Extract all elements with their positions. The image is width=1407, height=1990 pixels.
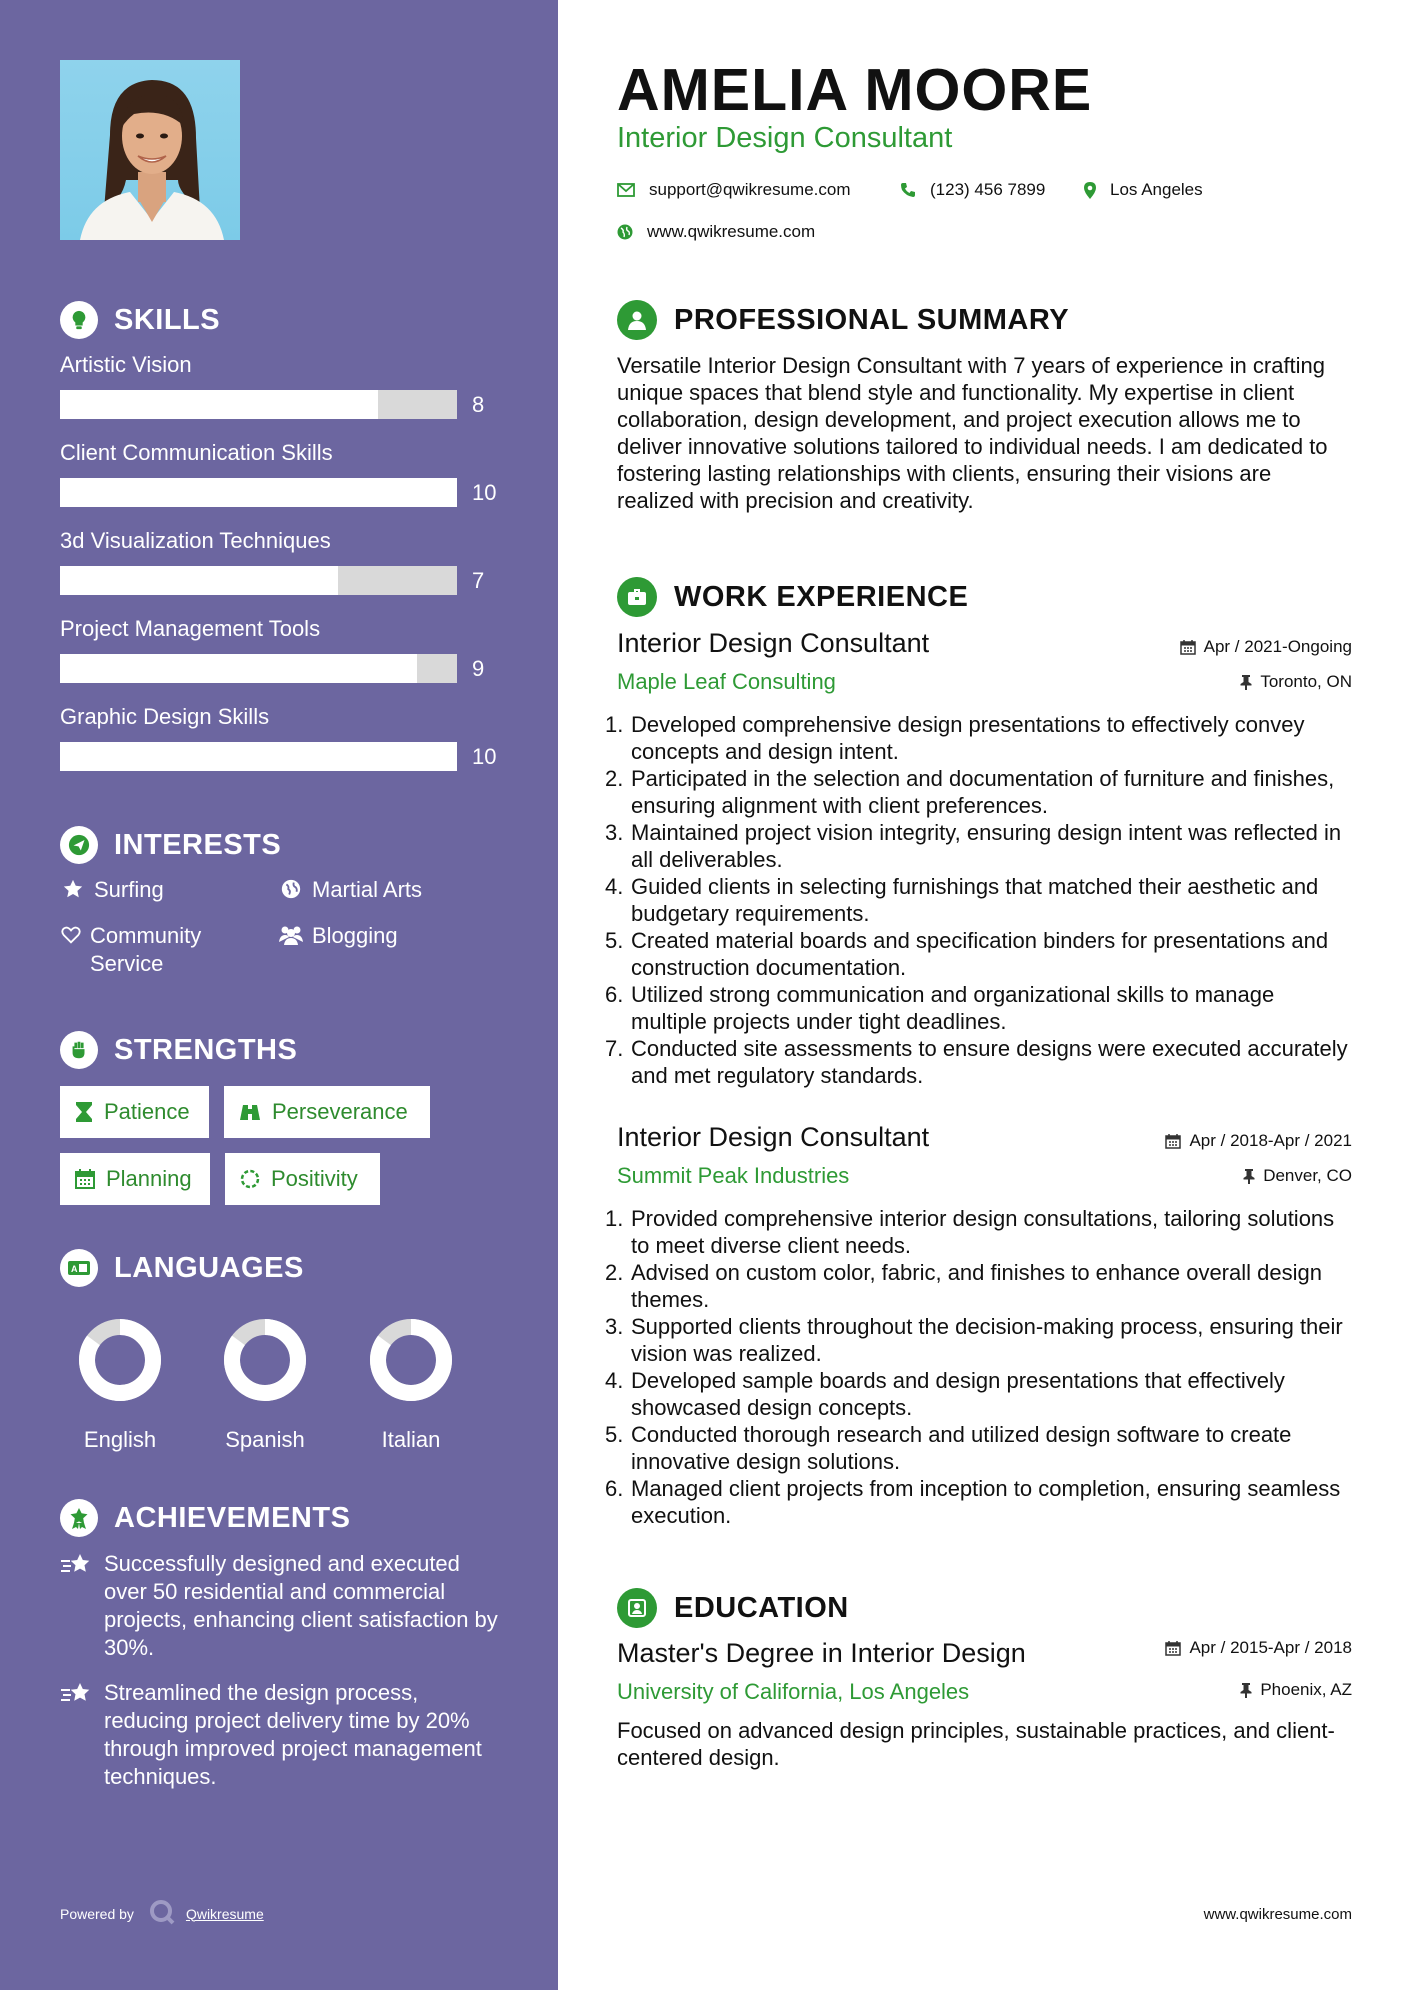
globe-icon	[617, 224, 633, 240]
interest-label: Martial Arts	[312, 877, 423, 902]
duty-number: 3.	[605, 820, 624, 845]
binoculars-icon	[238, 1102, 262, 1122]
duty-item	[605, 873, 1350, 927]
strength-badge	[60, 1153, 210, 1205]
skills-title: SKILLS	[114, 303, 221, 336]
skill-bar-fill	[60, 742, 457, 771]
skill-value: 8	[472, 392, 485, 417]
duty-item	[605, 711, 1350, 765]
job-title: Interior Design Consultant	[617, 1122, 930, 1152]
job-duties-list	[605, 711, 1350, 1089]
interest-label: Surfing	[94, 877, 164, 902]
main-content	[605, 0, 1352, 1990]
language-item	[60, 1315, 180, 1453]
languages-title: LANGUAGES	[114, 1251, 304, 1284]
education-location-text: Phoenix, AZ	[1260, 1680, 1352, 1699]
graduation-icon	[617, 1588, 657, 1628]
skill-bar	[60, 478, 457, 507]
calendar-icon	[1165, 1133, 1181, 1149]
contact-phone[interactable]	[900, 180, 1045, 200]
pin-icon	[1243, 1168, 1255, 1184]
duty-text: Created material boards and specification binders for presentations and construction documentation.	[631, 928, 1329, 980]
achievements-heading	[60, 1498, 350, 1538]
duty-item	[605, 1205, 1350, 1259]
duty-text: Supported clients throughout the decision-making process, ensuring their vision was realized.	[631, 1314, 1343, 1366]
interest-item	[60, 922, 240, 978]
interest-item	[278, 922, 398, 950]
duty-number: 1.	[605, 1206, 624, 1231]
duty-number: 2.	[605, 766, 624, 791]
strength-badge	[225, 1153, 380, 1205]
skill-value: 10	[472, 480, 497, 505]
envelope-icon	[617, 183, 635, 197]
achievement-item	[60, 1679, 500, 1791]
svg-text:A: A	[71, 1264, 78, 1274]
powered-by	[60, 1898, 264, 1929]
location-text: Los Angeles	[1110, 180, 1203, 199]
summary-heading	[617, 300, 1069, 340]
duty-number: 1.	[605, 712, 624, 737]
duty-text: Maintained project vision integrity, ensuring design intent was reflected in all deliverables.	[631, 820, 1342, 872]
duty-number: 2.	[605, 1260, 624, 1285]
duty-item	[605, 1313, 1350, 1367]
star-icon	[60, 876, 86, 900]
interest-item	[278, 876, 422, 904]
education-dates-text: Apr / 2015-Apr / 2018	[1189, 1638, 1352, 1657]
duty-number: 6.	[605, 1476, 624, 1501]
summary-text: Versatile Interior Design Consultant with 7 years of experience in crafting unique spaces that blend style and functionality. My expertise in client collaboration, design development, and project execution allows me to deliver innovative solutions tailored to individual needs. I am dedicated to fostering lasting relationships with clients, ensuring their visions are realized with precision and creativity.	[617, 353, 1328, 513]
users-icon	[278, 922, 304, 946]
skill-name: Client Communication Skills	[60, 440, 333, 465]
email-text: support@qwikresume.com	[649, 180, 851, 199]
job-company: Summit Peak Industries	[617, 1163, 850, 1188]
interest-label: Community Service	[90, 923, 202, 976]
skill-bar	[60, 566, 457, 595]
duty-item	[605, 819, 1350, 873]
strength-label: Perseverance	[272, 1099, 408, 1124]
qwikresume-logo-icon	[148, 1898, 176, 1929]
heart-icon	[60, 922, 82, 946]
skills-heading	[60, 300, 220, 340]
strength-label: Planning	[106, 1166, 192, 1191]
skill-item	[60, 350, 500, 417]
sidebar	[0, 0, 558, 1990]
job-location	[1240, 672, 1352, 692]
duty-item	[605, 1035, 1350, 1089]
skill-value: 7	[472, 568, 485, 593]
job-location	[1243, 1166, 1352, 1186]
contact-website[interactable]	[617, 222, 815, 242]
experience-heading	[617, 577, 968, 617]
achievements-title: ACHIEVEMENTS	[114, 1501, 351, 1534]
globe-icon	[278, 876, 304, 900]
contact-email[interactable]	[617, 180, 851, 200]
paper-plane-icon	[60, 826, 98, 864]
duty-text: Developed comprehensive design presentations to effectively convey concepts and design intent.	[631, 712, 1305, 764]
duty-item	[605, 1475, 1350, 1529]
briefcase-icon	[617, 577, 657, 617]
language-name: English	[83, 1427, 157, 1452]
duty-item	[605, 1421, 1350, 1475]
skill-value: 9	[472, 656, 485, 681]
education-dates	[1165, 1638, 1352, 1658]
duty-number: 7.	[605, 1036, 624, 1061]
fist-icon	[60, 1031, 98, 1069]
skill-name: 3d Visualization Techniques	[60, 528, 331, 553]
calendar-icon	[74, 1168, 96, 1190]
interest-item	[60, 876, 164, 904]
strengths-heading	[60, 1030, 297, 1070]
qwikresume-link[interactable]: Qwikresume	[185, 1905, 264, 1922]
achievement-text: Successfully designed and executed over 50 residential and commercial projects, enhancing client satisfaction by 30%.	[104, 1551, 498, 1660]
duty-item	[605, 1367, 1350, 1421]
skill-bar-fill	[60, 478, 457, 507]
strength-badge	[60, 1086, 209, 1138]
user-icon	[617, 300, 657, 340]
strength-badge	[224, 1086, 430, 1138]
duty-item	[605, 765, 1350, 819]
candidate-name: AMELIA MOORE	[617, 57, 1093, 123]
language-ring	[366, 1315, 456, 1405]
award-icon	[60, 1499, 98, 1537]
pin-icon	[1240, 1682, 1252, 1698]
education-description: Focused on advanced design principles, sustainable practices, and client-centered design.	[617, 1718, 1335, 1770]
skill-item	[60, 438, 500, 505]
skill-bar	[60, 742, 457, 771]
skill-value: 10	[472, 744, 497, 769]
job-company: Maple Leaf Consulting	[617, 669, 836, 694]
duty-text: Developed sample boards and design presentations that effectively showcased design concepts.	[631, 1368, 1285, 1420]
interests-title: INTERESTS	[114, 828, 282, 861]
duty-number: 3.	[605, 1314, 624, 1339]
duty-text: Guided clients in selecting furnishings that matched their aesthetic and budgetary requirements.	[631, 874, 1319, 926]
language-icon	[60, 1249, 98, 1287]
duty-number: 6.	[605, 982, 624, 1007]
skill-item	[60, 614, 500, 681]
language-name: Spanish	[225, 1427, 305, 1452]
strengths-title: STRENGTHS	[114, 1033, 298, 1066]
lightbulb-icon	[60, 301, 98, 339]
profile-photo	[60, 60, 240, 240]
job-dates	[1180, 637, 1352, 657]
candidate-role: Interior Design Consultant	[617, 122, 953, 154]
language-ring	[220, 1315, 310, 1405]
achievement-item	[60, 1550, 500, 1662]
skill-item	[60, 702, 500, 769]
language-name: Italian	[381, 1427, 441, 1452]
website-text: www.qwikresume.com	[647, 222, 816, 241]
duty-item	[605, 981, 1350, 1035]
circle-notch-icon	[239, 1168, 261, 1190]
duty-text: Advised on custom color, fabric, and finishes to enhance overall design themes.	[631, 1260, 1322, 1312]
shooting-star-icon	[60, 1550, 92, 1662]
duty-number: 5.	[605, 1422, 624, 1447]
education-heading	[617, 1588, 849, 1628]
footer-website[interactable]: www.qwikresume.com	[1203, 1906, 1352, 1923]
language-ring	[75, 1315, 165, 1405]
education-location	[1240, 1680, 1352, 1700]
phone-icon	[900, 182, 916, 198]
language-item	[205, 1315, 325, 1453]
skill-bar-fill	[60, 566, 338, 595]
interests-heading	[60, 825, 281, 865]
duty-text: Participated in the selection and documentation of furniture and finishes, ensuring alignment with client preferences.	[631, 766, 1335, 818]
languages-heading	[60, 1248, 304, 1288]
strength-label: Patience	[104, 1099, 190, 1124]
job-dates-text: Apr / 2021-Ongoing	[1203, 637, 1352, 656]
duty-number: 5.	[605, 928, 624, 953]
interest-label: Blogging	[312, 923, 398, 948]
map-marker-icon	[1084, 182, 1096, 199]
summary-title: PROFESSIONAL SUMMARY	[674, 303, 1070, 336]
duty-number: 4.	[605, 874, 624, 899]
education-title: EDUCATION	[674, 1591, 849, 1624]
duty-text: Managed client projects from inception to completion, ensuring seamless execution.	[631, 1476, 1341, 1528]
job-dates	[1165, 1131, 1352, 1151]
contact-location	[1084, 180, 1203, 200]
job-duties-list	[605, 1205, 1350, 1529]
skill-name: Artistic Vision	[60, 352, 192, 377]
skill-bar-fill	[60, 654, 417, 683]
skill-bar	[60, 390, 457, 419]
experience-title: WORK EXPERIENCE	[674, 580, 969, 613]
skill-name: Project Management Tools	[60, 616, 321, 641]
duty-text: Conducted site assessments to ensure designs were executed accurately and met regulatory standards.	[631, 1036, 1348, 1088]
pin-icon	[1240, 674, 1252, 690]
shooting-star-icon	[60, 1679, 92, 1791]
duty-text: Provided comprehensive interior design consultations, tailoring solutions to meet diverse client needs.	[631, 1206, 1335, 1258]
skill-bar-fill	[60, 390, 378, 419]
calendar-icon	[1180, 639, 1196, 655]
hourglass-icon	[74, 1101, 94, 1123]
strength-label: Positivity	[271, 1166, 358, 1191]
language-item	[351, 1315, 471, 1453]
education-school: University of California, Los Angeles	[617, 1679, 970, 1704]
skill-name: Graphic Design Skills	[60, 704, 270, 729]
job-title: Interior Design Consultant	[617, 628, 930, 658]
achievement-text: Streamlined the design process, reducing project delivery time by 20% through improved project management techniques.	[104, 1680, 482, 1789]
phone-text: (123) 456 7899	[930, 180, 1046, 199]
education-degree: Master's Degree in Interior Design	[617, 1638, 1026, 1668]
skill-item	[60, 526, 500, 593]
duty-text: Utilized strong communication and organizational skills to manage multiple projects under tight deadlines.	[631, 982, 1275, 1034]
job-location-text: Toronto, ON	[1260, 672, 1352, 691]
powered-by-label: Powered by	[60, 1905, 134, 1922]
skill-bar	[60, 654, 457, 683]
calendar-icon	[1165, 1640, 1181, 1656]
job-location-text: Denver, CO	[1263, 1166, 1352, 1185]
duty-number: 4.	[605, 1368, 624, 1393]
duty-item	[605, 927, 1350, 981]
duty-text: Conducted thorough research and utilized design software to create innovative design solutions.	[631, 1422, 1292, 1474]
job-dates-text: Apr / 2018-Apr / 2021	[1189, 1131, 1352, 1150]
duty-item	[605, 1259, 1350, 1313]
